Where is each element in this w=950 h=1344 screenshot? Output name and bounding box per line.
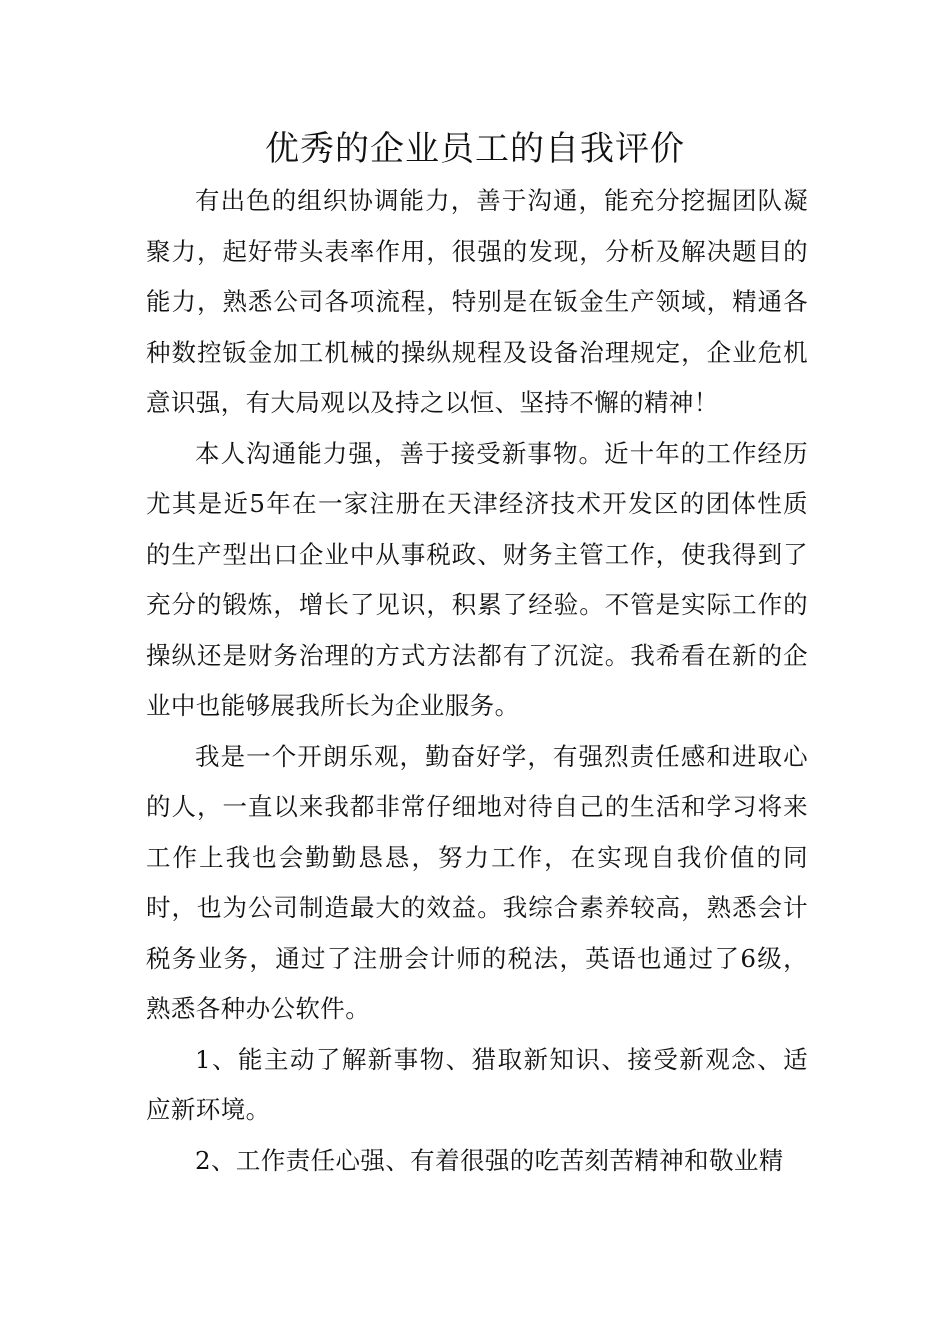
document-body	[146, 176, 808, 1186]
document-title: 优秀的企业员工的自我评价	[265, 129, 685, 169]
paragraph-3: 我是一个开朗乐观，勤奋好学，有强烈责任感和进取心的人，一直以来我都非常仔细地对待自己的生活和学习将来工作上我也会勤勤恳恳，努力工作，在实现自我价值的同时，也为公司制造最大的效益。我综合素养较高，熟悉会计税务业务，通过了注册会计师的税法，英语也通过了6级，熟悉各种办公软件。	[146, 741, 808, 1023]
paragraph-1: 有出色的组织协调能力，善于沟通，能充分挖掘团队凝聚力，起好带头表率作用，很强的发现，分析及解决题目的能力，熟悉公司各项流程，特别是在钣金生产领域，精通各种数控钣金加工机械的操纵规程及设备治理规定，企业危机意识强，有大局观以及持之以恒、坚持不懈的精神！	[146, 186, 808, 417]
paragraph-2: 本人沟通能力强，善于接受新事物。近十年的工作经历尤其是近5年在一家注册在天津经济技术开发区的团体性质的生产型出口企业中从事税政、财务主管工作，使我得到了充分的锻炼，增长了见识，积累了经验。不管是实际工作的操纵还是财务治理的方式方法都有了沉淀。我希看在新的企业中也能够展我所长为企业服务。	[146, 438, 808, 720]
paragraph-5: 2、工作责任心强、有着很强的吃苦刻苦精神和敬业精	[195, 1145, 784, 1175]
paragraph-4: 1、能主动了解新事物、猎取新知识、接受新观念、适应新环境。	[146, 1044, 808, 1124]
